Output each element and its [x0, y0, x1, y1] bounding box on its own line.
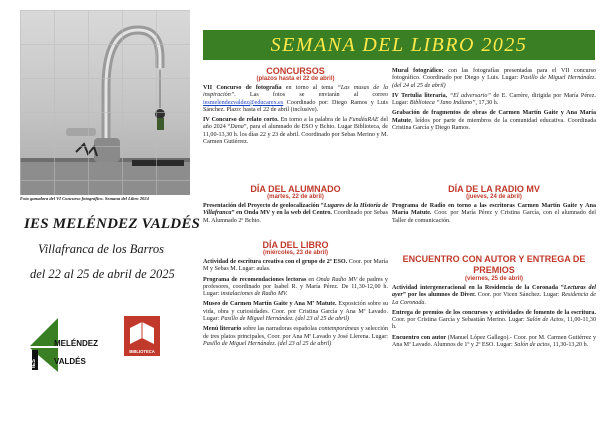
grabacion-item: Grabación de fragmentos de obras de Carmen Martín Gaite y Ana María Matute, leídos por parte de miembros de la comunidad educativa. Coordinada Cristina García y Diego Ramos.	[392, 110, 596, 132]
radio-section	[392, 184, 596, 228]
encuentro-item-2: Entrega de premios de los concursos y actividades de fomento de la escritura. Coor. por Cristina García y Sebastián Merino. Lugar: Salón de Actos, 11,00-11,30 h.	[392, 309, 596, 331]
libro-section	[203, 240, 388, 351]
alumnado-section	[203, 184, 388, 228]
concursos-sub: (plazos hasta el 22 de abril)	[256, 76, 335, 82]
faucet-photo	[20, 10, 190, 195]
logo-top-text: MELÉNDEZ	[54, 339, 98, 348]
concurso-relato: IV Concurso de relato corto. En torno a la palabra de la FundéuRAE del año 2024 “Dana”, para el alumnado de ESO y Bchto. Lugar Biblioteca, de 11,00-13,30 h. los días 22 y 23 de abril. Coordinado por Sebas Merino y M. Carmen Gutiérrez.	[203, 117, 388, 146]
alumnado-sub: (martes, 22 de abril)	[267, 194, 324, 200]
libro-item-1: Actividad de escritura creativa con el grupo de 2º ESO. Coor. por María M y Sebas M. Lugar: aulas.	[203, 259, 388, 273]
email-link[interactable]: iesmelendezvaldez@educarex.es	[203, 99, 284, 106]
encuentro-heading: ENCUENTRO CON AUTOR Y ENTREGA DE PREMIOS	[402, 254, 586, 275]
event-dates: del 22 al 25 de abril de 2025	[30, 267, 175, 281]
photo-caption: Foto ganadora del VI Concurso fotográfico. Semana del Libro 2024	[20, 196, 149, 201]
libro-item-3: Museo de Carmen Martín Gaite y Ana Mª Matute. Exposición sobre su vida, obra y curiosidades. Coor. por Cristina García y Ana Mª Lavado. Lugar: Pasillo de Miguel Hernández. (del 23 al 25 de abril)	[203, 301, 388, 323]
encuentro-sub: (viernes, 25 de abril)	[464, 276, 524, 282]
tile-wall	[20, 10, 190, 195]
banner-title: SEMANA DEL LIBRO 2025	[270, 33, 528, 56]
encuentro-item-3: Encuentro con autor (Manuel López Gallego).- Coor. por M. Carmen Gutiérrez y Ana Mª Lavado. Alumnos de 1º y 2º ESO. Lugar: Salón de actos, 11,30-13,20 h.	[392, 334, 597, 349]
logo-side-text: IES	[31, 359, 37, 368]
alumnado-item: Presentación del Proyecto de geolocalización “Lugares de la Historia de Villafranca” en Onda MV y en la web del Centro. Coordinado por Sebas M. Alumnado 2º Bchto.	[203, 203, 389, 224]
left-panel	[0, 0, 201, 425]
radio-sub: (jueves, 24 de abril)	[466, 194, 522, 200]
logo-bottom-text: VALDÉS	[54, 357, 86, 366]
libro-sub: (miércoles, 23 de abril)	[262, 250, 329, 256]
library-logo	[122, 314, 162, 358]
mural-item: Mural fotográfico: con las fotografías presentadas para el VII concurso fotográfico. Coordinado por Diego y Luis. Lugar: Pasillo de Miguel Hernández. (del 24 al 25 de abril)	[392, 68, 596, 89]
alumnado-heading: DÍA DEL ALUMNADO	[250, 184, 341, 194]
title-banner	[203, 30, 595, 60]
tertulia-item: IV Tertulia literaria, “El adversario” de E. Carrère, dirigida por María Pérez. Lugar: Biblioteca “Jano Indiano”, 17,30 h.	[392, 92, 596, 107]
libro-heading: DÍA DEL LIBRO	[262, 240, 329, 250]
radio-heading: DÍA DE LA RADIO MV	[448, 184, 540, 194]
radio-item: Programa de Radio en torno a las escritoras Carmen Martín Gaite y Ana María Matute. Coor. por María Pérez y Cristina García, con el alumnado del Taller de comunicación.	[392, 203, 596, 224]
concursos-heading: CONCURSOS	[266, 66, 325, 76]
encuentro-item-1: Actividad intergeneracional en la Residencia de la Coronada “Lecturas del ayer” por los alumnos de Diver. Coor. por Vicen Sánchez. Lugar: Residencia de La Coronada.	[392, 285, 596, 306]
right-top-section	[392, 68, 596, 135]
school-logo	[28, 316, 100, 376]
school-name: IES MELÉNDEZ VALDÉS	[24, 216, 201, 232]
concursos-section	[203, 66, 388, 149]
library-logo-text: BIBLIOTECA	[129, 349, 155, 354]
libro-item-4: Menú literario sobre las narradoras españolas contemporáneas y selección de tres platos principales, Coor. por Ana Mª Lavado y José Llerena. Lugar: Pasillo de Miguel Hernández. (del 23 al 25 de abril)	[203, 326, 388, 347]
town-name: Villafranca de los Barros	[38, 242, 165, 256]
encuentro-section	[392, 254, 596, 352]
concurso-foto: VII Concurso de fotografía en torno al tema “Las musas de la inspiración”. Las fotos se enviarán al correo iesmelendezvaldez@educarex.es Coordinado por: Diego Ramos y Luis Sánchez. Plazo: hasta el 22 de abril (inclusive).	[203, 85, 388, 113]
libro-item-2: Programa de recomendaciones lectoras en Onda Radio MV de padres y profesores, coordinado por Isabel R. y María Pérez. De 11,30-12,00 h. Lugar: instalaciones de Radio MV.	[203, 276, 388, 298]
